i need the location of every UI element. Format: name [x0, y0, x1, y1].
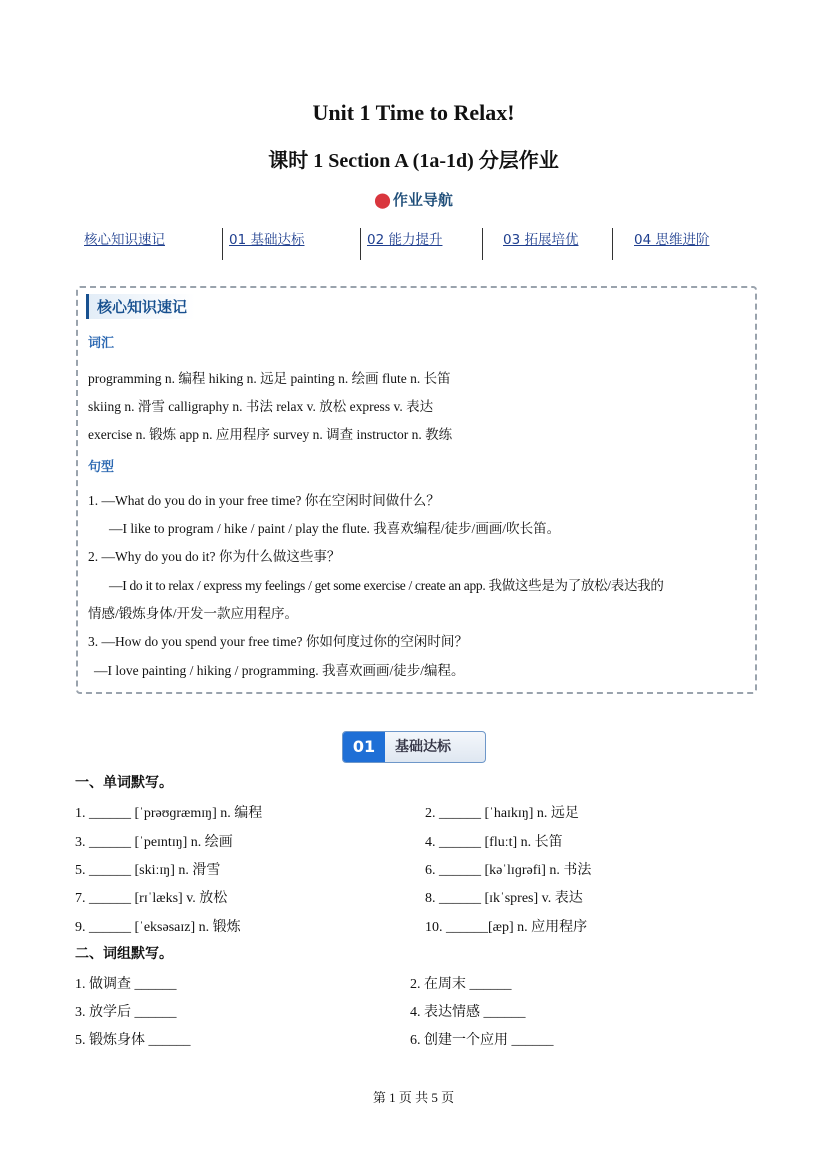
page-footer: 第 1 页 共 5 页 [372, 1090, 455, 1105]
sentence-line: —I love painting / hiking / programming. 我喜欢画画/徒步/编程。 [94, 663, 465, 678]
sentence-line: 情感/锻炼身体/开发一款应用程序。 [88, 606, 299, 621]
sentence-line: 2. —Why do you do it? 你为什么做这些事？ [88, 549, 341, 564]
location-pin-icon: ⬤ [374, 191, 391, 209]
page-title: Unit 1 Time to Relax! [312, 100, 515, 125]
question-item: 6. 创建一个应用 ______ [410, 1033, 554, 1048]
section-badge-01 [342, 731, 486, 763]
question-item: 5. ______ [skiːɪŋ] n. 滑雪 [75, 863, 221, 878]
sentence-line: 1. —What do you do in your free time? 你在空闲时间做什么？ [88, 493, 440, 508]
nav-link-01[interactable]: 01 基础达标 [229, 232, 305, 248]
sentence-line: 3. —How do you spend your free time? 你如何度过你的空闲时间？ [88, 634, 468, 649]
vocab-line: programming n. 编程 hiking n. 远足 painting n. 绘画 flute n. 长笛 [88, 371, 451, 386]
question-item: 4. 表达情感 ______ [410, 1005, 526, 1020]
vocab-line: skiing n. 滑雪 calligraphy n. 书法 relax v. 放松 express v. 表达 [88, 399, 434, 414]
page-subtitle: 课时 1 Section A (1a-1d) 分层作业 [268, 150, 559, 172]
sentence-label: 句型 [88, 460, 115, 475]
nav-divider [360, 228, 361, 260]
question-item: 8. ______ [ɪkˈspres] v. 表达 [425, 891, 583, 906]
question-item: 1. ______ [ˈprəʊɡræmɪŋ] n. 编程 [75, 806, 263, 821]
question-item: 3. ______ [ˈpeɪntɪŋ] n. 绘画 [75, 835, 233, 850]
part1-title: 一、单词默写。 [75, 775, 173, 791]
question-item: 4. ______ [fluːt] n. 长笛 [425, 835, 563, 850]
question-item: 5. 锻炼身体 ______ [75, 1033, 191, 1048]
badge-number: 01 [343, 732, 385, 762]
nav-divider [612, 228, 613, 260]
nav-title [0, 189, 827, 210]
nav-link-03[interactable]: 03 拓展培优 [503, 232, 579, 248]
knowledge-heading: 核心知识速记 [86, 294, 195, 319]
vocab-line: exercise n. 锻炼 app n. 应用程序 survey n. 调查 instructor n. 教练 [88, 427, 453, 442]
badge-text: 基础达标 [395, 739, 451, 755]
question-item: 2. 在周末 ______ [410, 977, 512, 992]
nav-title-text: 作业导航 [392, 191, 453, 209]
nav-divider [222, 228, 223, 260]
vocab-label: 词汇 [88, 336, 115, 351]
sentence-line: —I do it to relax / express my feelings / get some exercise / create an app. 我做这些是为了放松/表达我的 [109, 578, 664, 593]
question-item: 3. 放学后 ______ [75, 1005, 177, 1020]
nav-divider [482, 228, 483, 260]
question-item: 10. ______[æp] n. 应用程序 [425, 920, 588, 935]
question-item: 6. ______ [kəˈlɪɡrəfi] n. 书法 [425, 863, 592, 878]
nav-link-04[interactable]: 04 思维进阶 [634, 232, 710, 248]
part2-title: 二、词组默写。 [75, 946, 173, 962]
sentence-line: —I like to program / hike / paint / play the flute. 我喜欢编程/徒步/画画/吹长笛。 [109, 521, 561, 536]
question-item: 1. 做调查 ______ [75, 977, 177, 992]
question-item: 2. ______ [ˈhaɪkɪŋ] n. 远足 [425, 806, 579, 821]
question-item: 9. ______ [ˈeksəsaɪz] n. 锻炼 [75, 920, 241, 935]
question-item: 7. ______ [rɪˈlæks] v. 放松 [75, 891, 228, 906]
homework-nav [72, 228, 752, 260]
nav-link-02[interactable]: 02 能力提升 [367, 232, 443, 248]
nav-link-core-knowledge[interactable]: 核心知识速记 [84, 232, 165, 248]
